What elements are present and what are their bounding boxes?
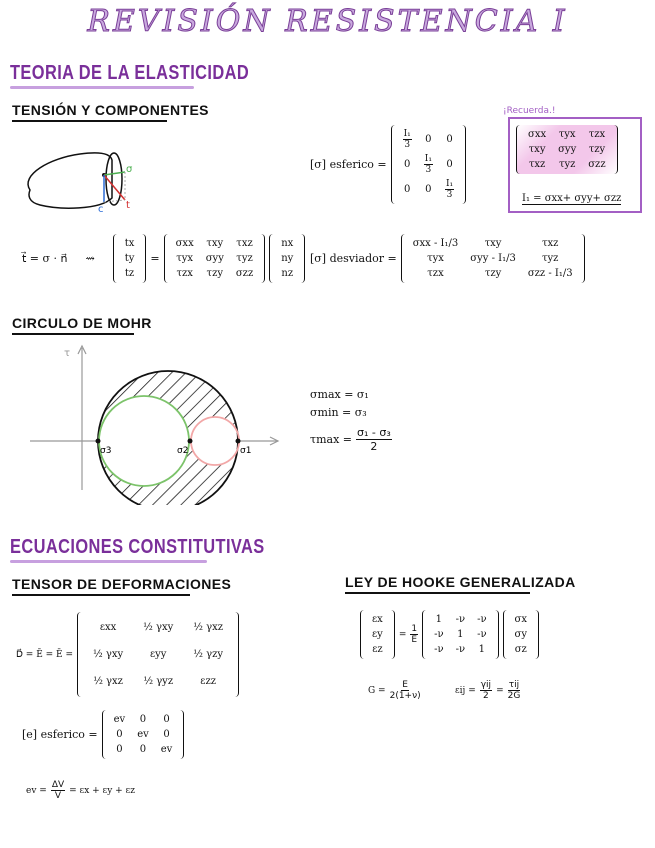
subsection-underline <box>12 333 134 335</box>
label-c: c <box>98 204 104 215</box>
section-underline <box>10 86 194 89</box>
invariant-i1: I₁ = σxx+ σyy+ σzz <box>522 193 622 204</box>
subsection-mohr: CIRCULO DE MOHR <box>12 315 152 331</box>
desviador-tensor: [σ] desviador = σxx - I₁/3 τxy τxz τyx σyy - I₁/3 τyz τzx τzy σzz - I₁/3 <box>310 234 585 283</box>
hooke-law: εx εy εz = $\frac{1}{E}$ 1 -ν -ν -ν 1 -ν -ν -ν 1 σx σy σz <box>360 610 539 659</box>
subsection-hooke: LEY DE HOOKE GENERALIZADA <box>345 574 576 590</box>
esferico-tensor: [σ] esferico = $\frac{\text{I₁}}{3}$ 0 0 0 $\frac{\text{I₁}}{3}$ 0 0 0 $\frac{\text{I₁}}{3}$ <box>310 125 466 204</box>
e-esferico-tensor: [e] esferico = ev 0 0 0 ev 0 0 0 ev <box>22 710 184 759</box>
mohr-circle-diagram <box>20 340 290 505</box>
shear-strain: εij = $\frac{\text{γij}}{2}$ = $\frac{\text{τij}}{2G}$ <box>455 680 521 701</box>
esferico-matrix: $\frac{\text{I₁}}{3}$ 0 0 0 $\frac{\text{I₁}}{3}$ 0 0 0 $\frac{\text{I₁}}{3}$ <box>391 125 467 204</box>
deformation-tensor: D⃗ = Ē = Ē = εxx ½ γxy ½ γxz ½ γxy εyy ½ γzy ½ γxz ½ γyz εzz <box>16 612 239 697</box>
axis-tau-label: τ <box>64 348 71 359</box>
eq-tau-max: τmax = $\frac{\text{σ₁ - σ₃}}{2}$ <box>310 426 391 453</box>
section-title-constitutivas: ECUACIONES CONSTITUTIVAS <box>10 536 265 558</box>
recuerda-label: ¡Recuerda.! <box>503 106 556 116</box>
label-s2: σ2 <box>177 446 189 456</box>
section-underline <box>10 560 207 563</box>
shear-modulus: G = $\frac{E}{2(1+\nu)}$ <box>368 680 421 701</box>
recuerda-box <box>508 117 642 213</box>
subsection-deformaciones: TENSOR DE DEFORMACIONES <box>12 576 232 592</box>
label-s3: σ3 <box>100 446 112 456</box>
section-title-elasticidad: TEORIA DE LA ELASTICIDAD <box>10 62 250 84</box>
volumetric-strain: ev = $\frac{\Delta V}{V}$ = εx + εy + εz <box>26 780 135 801</box>
label-s1: σ1 <box>240 446 252 456</box>
subsection-underline <box>345 592 530 594</box>
body-sketch <box>20 140 140 220</box>
subsection-underline <box>12 120 167 122</box>
recuerda-matrix: σxx τyx τzx τxy σyy τzy τxz τyz σzz <box>516 125 618 174</box>
subsection-underline <box>12 594 190 596</box>
label-t: t <box>126 200 130 211</box>
eq-sigma-max: σmax = σ₁ <box>310 388 369 401</box>
page-title: REVISIÓN RESISTENCIA I <box>87 4 568 39</box>
subsection-tension: TENSIÓN Y COMPONENTES <box>12 102 209 118</box>
eq-sigma-min: σmin = σ₃ <box>310 406 367 419</box>
label-sigma: σ <box>126 164 133 175</box>
cauchy-relation: t⃗ = σ · n⃗ ⇝ tx ty tz = σxx τxy τxz τyx σyy τyz τzx τzy σzz nx ny nz <box>22 234 305 283</box>
